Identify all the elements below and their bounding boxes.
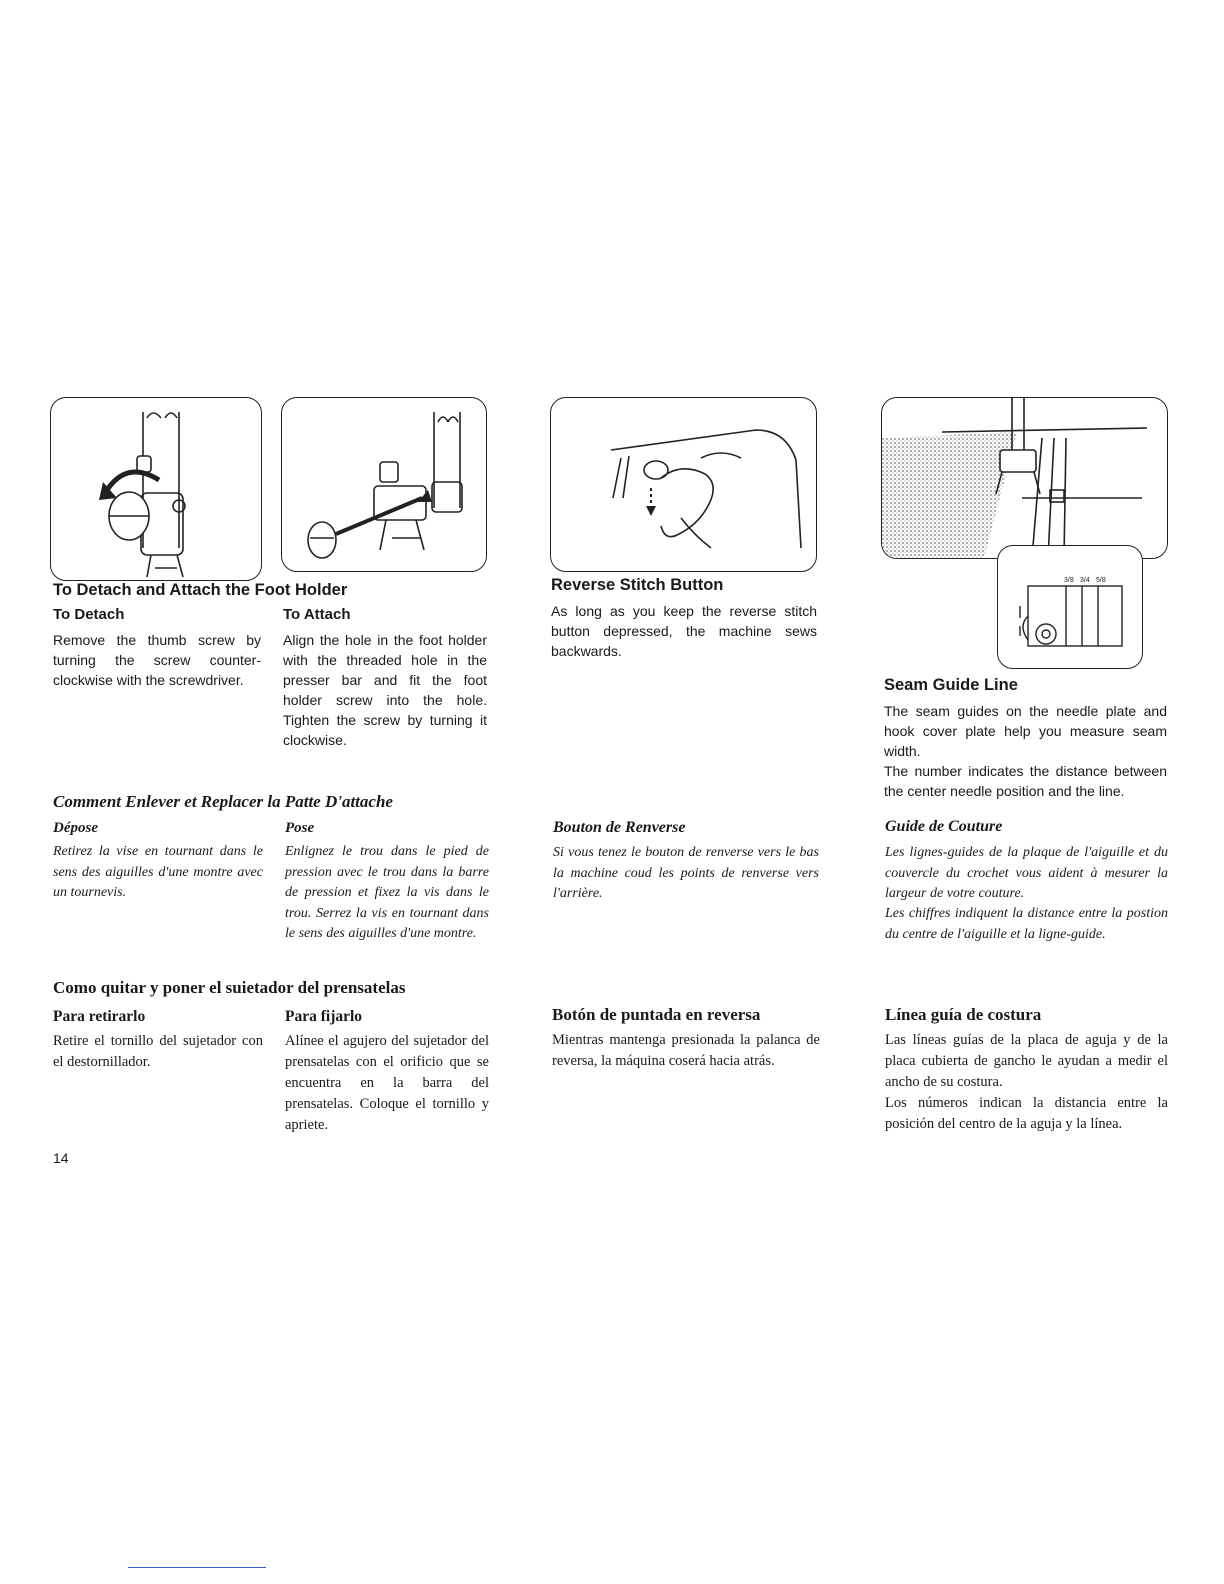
attach-subtitle-fr: Pose	[285, 820, 315, 836]
seam-guide-title-fr: Guide de Couture	[885, 818, 1003, 835]
detach-screw-drawing	[51, 398, 261, 580]
reverse-stitch-title-fr: Bouton de Renverse	[553, 819, 686, 836]
detach-text-es: Retire el tornillo del sujetador con el destornillador.	[53, 1033, 263, 1070]
plate-number-1: 3/8	[1064, 577, 1074, 584]
attach-text-fr: Enlignez le trou dans le pied de pression avec le trou dans la barre de pression et fixez la vis dans le trou. Serrez la vis en tournant dans le sens des aiguilles d'une montre.	[285, 844, 489, 941]
needle-plate-inset	[997, 545, 1143, 669]
foot-holder-title-es: Como quitar y poner el suietador del prensatelas	[53, 978, 406, 997]
detach-text-en: Remove the thumb screw by turning the screw counter-clockwise with the screwdriver.	[53, 632, 261, 688]
attach-text-en: Align the hole in the foot holder with the threaded hole in the presser bar and fit the foot holder screw into the hole. Tighten the screw by turning it clockwise.	[283, 632, 487, 748]
detach-foot-holder-illustration	[50, 397, 262, 581]
reverse-stitch-title-es: Botón de puntada en reversa	[552, 1005, 761, 1024]
attach-foot-holder-illustration	[281, 397, 487, 572]
attach-subtitle-en: To Attach	[283, 606, 351, 623]
seam-guide-text2-es: Los números indican la distancia entre la posición del centro de la aguja y la línea.	[885, 1095, 1168, 1132]
attach-subtitle-es: Para fijarlo	[285, 1008, 363, 1025]
detach-subtitle-es: Para retirarlo	[53, 1008, 146, 1025]
seam-guide-text1-fr: Les lignes-guides de la plaque de l'aiguille et du couvercle du crochet vous aident à mesurer la largeur de votre couture.	[885, 845, 1168, 901]
seam-guide-text2-en: The number indicates the distance between the center needle position and the line.	[884, 763, 1167, 799]
seam-guide-drawing	[882, 398, 1167, 558]
page-number: 14	[53, 1150, 69, 1166]
seam-guide-title-en: Seam Guide Line	[884, 676, 1018, 694]
reverse-stitch-text-en: As long as you keep the reverse stitch button depressed, the machine sews backwards.	[551, 603, 817, 659]
needle-plate-drawing	[998, 546, 1142, 668]
seam-guide-text2-fr: Les chiffres indiquent la distance entre la postion du centre de l'aiguille et la ligne-guide.	[885, 906, 1168, 942]
attach-text-es: Alínee el agujero del sujetador del prensatelas con el orificio que se encuentra en la barra del prensatelas. Coloque el tornillo y apriete.	[285, 1033, 489, 1133]
plate-number-2: 3/4	[1080, 577, 1090, 584]
seam-guide-text1-en: The seam guides on the needle plate and hook cover plate help you measure seam width.	[884, 703, 1167, 759]
foot-holder-title-en: To Detach and Attach the Foot Holder	[53, 581, 348, 599]
seam-guide-title-es: Línea guía de costura	[885, 1005, 1042, 1024]
detach-text-fr: Retirez la vise en tournant dans le sens des aiguilles d'une montre avec un tournevis.	[53, 844, 263, 900]
foot-holder-title-fr: Comment Enlever et Replacer la Patte D'attache	[53, 792, 393, 811]
detach-subtitle-en: To Detach	[53, 606, 125, 623]
reverse-stitch-text-es: Mientras mantenga presionada la palanca de reversa, la máquina coserá hacia atrás.	[552, 1032, 820, 1069]
reverse-stitch-title-en: Reverse Stitch Button	[551, 576, 724, 594]
attach-screw-drawing	[282, 398, 486, 571]
seam-guide-illustration	[881, 397, 1168, 559]
seam-guide-text1-es: Las líneas guías de la placa de aguja y de la placa cubierta de gancho le ayudan a medir el ancho de su costura.	[885, 1032, 1168, 1090]
reverse-button-drawing	[551, 398, 816, 571]
footer-rule	[128, 1567, 266, 1568]
detach-subtitle-fr: Dépose	[53, 820, 98, 836]
reverse-stitch-text-fr: Si vous tenez le bouton de renverse vers le bas la machine coud les points de renverse vers l'arrière.	[553, 845, 819, 901]
plate-number-3: 5/8	[1096, 577, 1106, 584]
reverse-stitch-illustration	[550, 397, 817, 572]
